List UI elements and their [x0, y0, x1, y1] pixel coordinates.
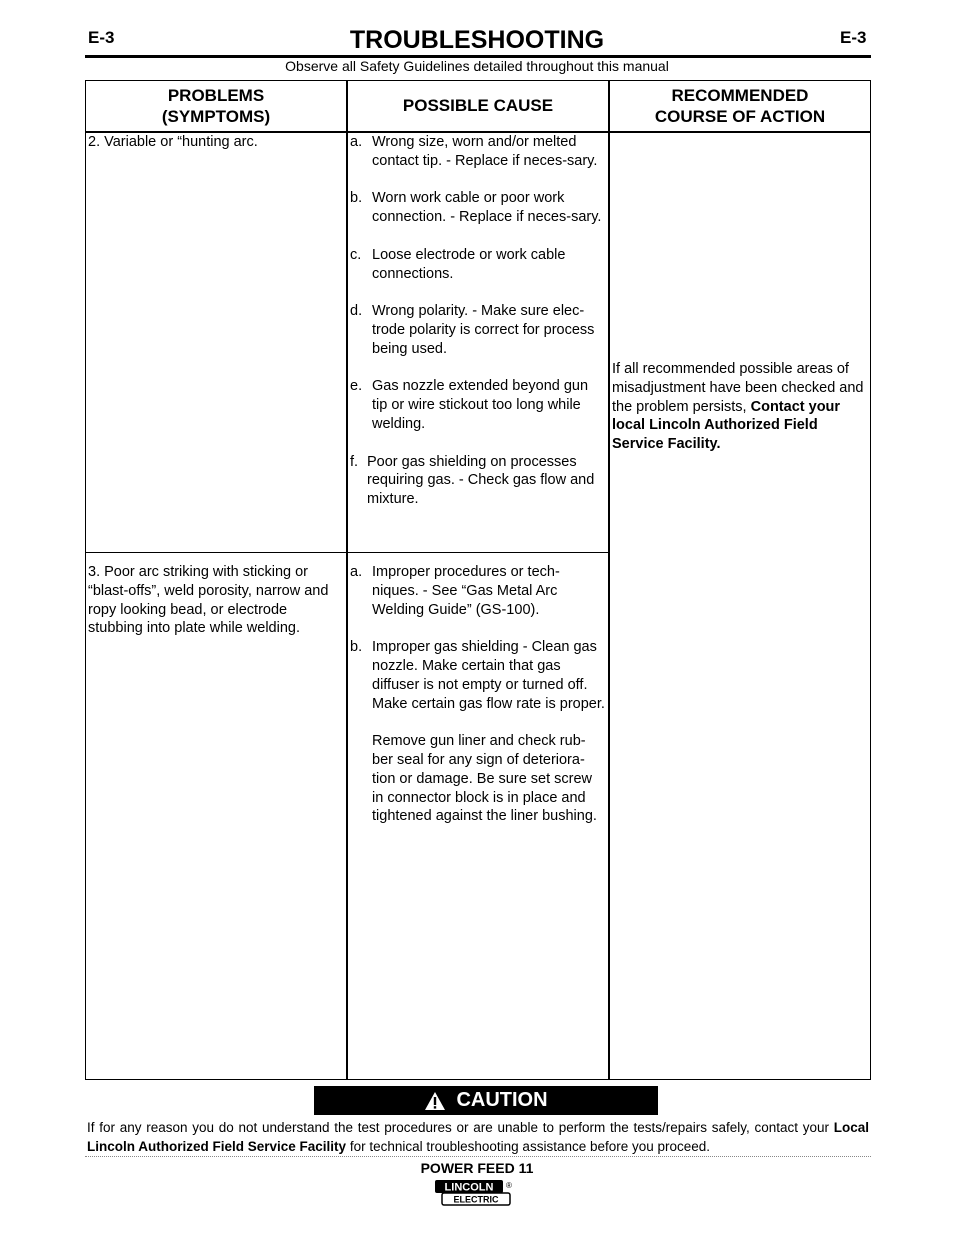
svg-text:ELECTRIC: ELECTRIC [453, 1194, 499, 1205]
product-name: POWER FEED 11 [420, 1160, 534, 1176]
column-header-line: POSSIBLE CAUSE [402, 96, 554, 115]
recommended-action [612, 360, 870, 454]
lincoln-electric-logo [434, 1179, 514, 1212]
action-contact: Contact your local Lincoln Authorized Field Service Facility. [612, 398, 841, 453]
problem-cell: 2. Variable or “hunting arc. [88, 134, 258, 150]
caution-text-start: If for any reason you do not understand the test procedures or are unable to perform the tests/repairs safely, contact your [87, 1120, 829, 1135]
cause-letter: b. [350, 190, 363, 207]
column-header-line: (SYMPTOMS) [161, 106, 271, 126]
column-header-line: PROBLEMS [167, 85, 265, 105]
caution-banner [314, 1086, 658, 1115]
caution-text-end: for technical troubleshooting assistance before you proceed. [349, 1139, 711, 1154]
cause-text: Wrong polarity. - Make sure elec-trode polarity is correct for process being used. [372, 303, 595, 357]
cause-letter: f. [350, 453, 359, 470]
cause-cell [350, 133, 606, 528]
page-number-right: E-3 [840, 28, 867, 47]
column-divider [608, 80, 610, 1080]
caution-label: CAUTION [456, 1089, 548, 1111]
action-text: If all recommended possible areas of misadjustment have been checked and the problem persists, [612, 361, 864, 415]
cause-letter: a. [350, 564, 363, 580]
cause-item [350, 189, 606, 227]
cause-letter: a. [350, 134, 363, 150]
row-divider [85, 552, 610, 553]
cause-text: Wrong size, worn and/or melted contact tip. - Replace if neces-sary. [372, 134, 598, 169]
cause-text: Poor gas shielding on processes requiring gas. - Check gas flow and mixture. [367, 453, 595, 508]
svg-text:LINCOLN: LINCOLN [444, 1181, 494, 1194]
column-header-action [610, 80, 870, 131]
page-title: TROUBLESHOOTING [349, 26, 605, 54]
cause-item [350, 563, 606, 619]
cause-text: Improper gas shielding - Clean gas nozzle. Make certain that gas diffuser is not empty or turned off. Make certain gas flow rate is proper. [372, 639, 605, 712]
cause-letter: c. [350, 246, 362, 263]
column-header-cause [348, 80, 608, 131]
cause-text: Worn work cable or poor work connection. - Replace if neces-sary. [372, 190, 602, 226]
warning-icon [424, 1091, 446, 1111]
cause-text: Loose electrode or work cable connections. [372, 246, 566, 282]
cause-letter: d. [350, 303, 363, 320]
problem-cell: 3. Poor arc striking with sticking or “blast-offs”, weld porosity, narrow and ropy looking bead, or electrode stubbing into plate while welding. [88, 564, 329, 637]
cause-item [350, 133, 606, 171]
cause-extra-note: Remove gun liner and check rub-ber seal for any sign of deteriora-tion or damage. Be sure set screw in connector block is in place and tightened against the liner bushing. [372, 733, 597, 825]
cause-text: Improper procedures or tech-niques. - See “Gas Metal Arc Welding Guide” (GS-100). [372, 564, 560, 618]
cause-letter: b. [350, 639, 363, 656]
cause-item [350, 246, 606, 284]
cause-cell [350, 563, 606, 826]
column-header-line: RECOMMENDED [671, 85, 809, 105]
cause-item [350, 638, 606, 713]
footer-divider [85, 1156, 871, 1157]
caution-text [87, 1118, 869, 1156]
cause-item [350, 302, 606, 358]
cause-letter: e. [350, 378, 363, 395]
cause-item [350, 377, 606, 433]
caution-contact: Local Lincoln Authorized Field Service Facility [87, 1120, 869, 1154]
column-header-line: COURSE OF ACTION [654, 106, 826, 126]
column-divider [346, 80, 348, 1080]
column-header-problems [86, 80, 346, 131]
page-number-left: E-3 [88, 28, 115, 47]
cause-item [350, 453, 606, 509]
svg-text:®: ® [506, 1181, 512, 1190]
safety-subtitle: Observe all Safety Guidelines detailed throughout this manual [285, 58, 669, 74]
cause-text: Gas nozzle extended beyond gun tip or wire stickout too long while welding. [372, 378, 589, 432]
